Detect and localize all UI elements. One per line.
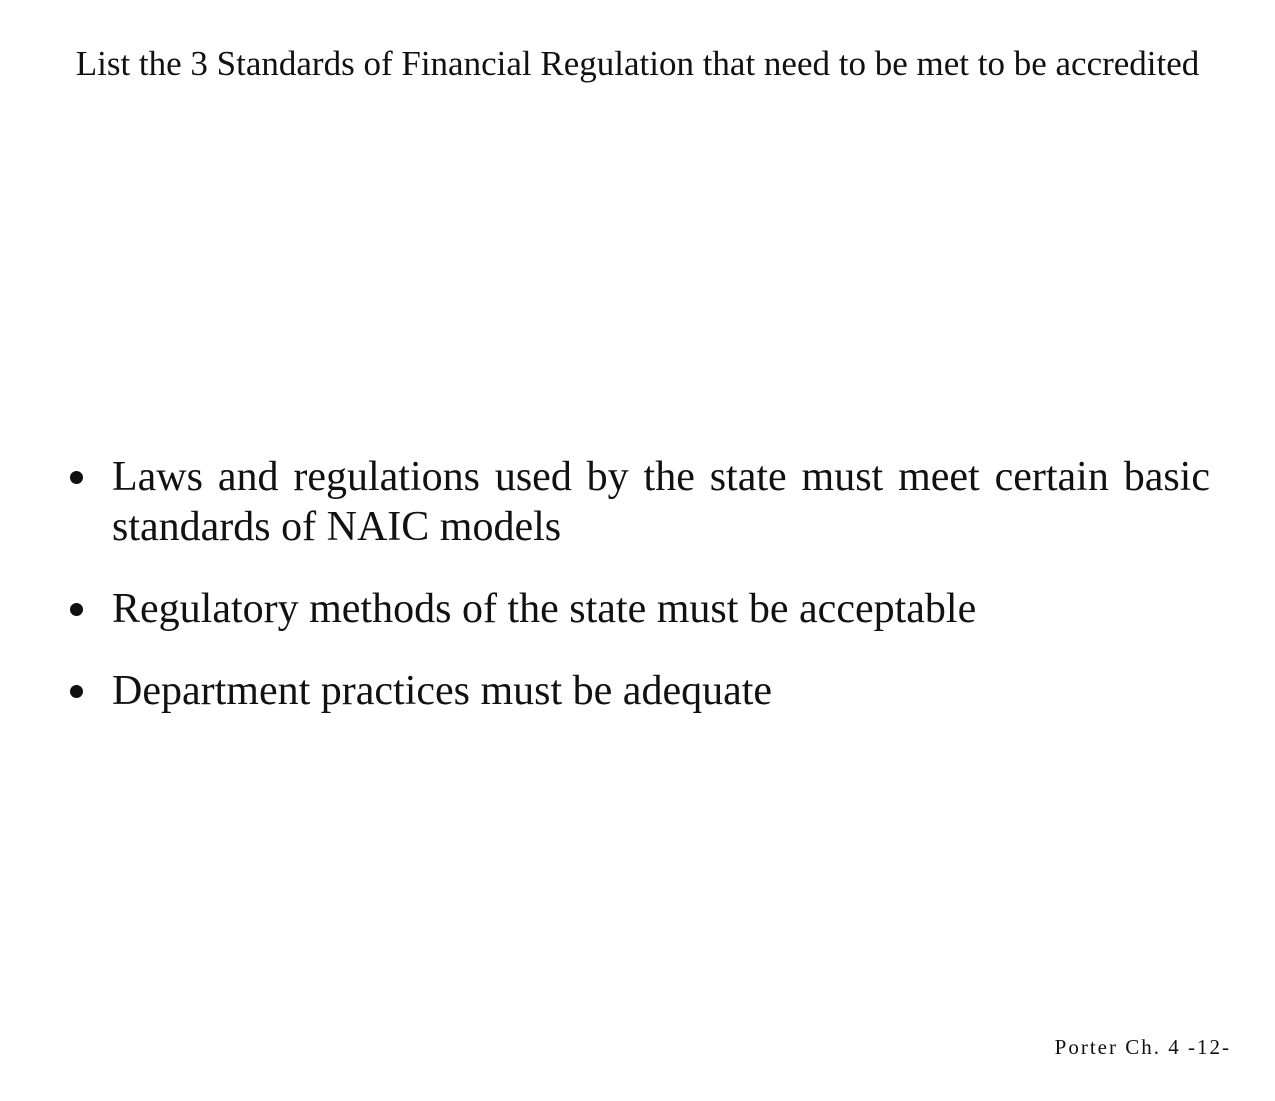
bullet-icon xyxy=(70,603,83,616)
answer-text: Regulatory methods of the state must be acceptable xyxy=(112,586,977,632)
answer-text: Department practices must be adequate xyxy=(112,668,773,714)
bullet-icon xyxy=(70,471,83,484)
list-item xyxy=(70,584,1210,634)
answer-text: Laws and regulations used by the state must meet certain basic standards of NAIC models xyxy=(112,454,1210,550)
list-item xyxy=(70,452,1210,552)
page-footer: Porter Ch. 4 -12- xyxy=(1054,1035,1231,1059)
bullet-icon xyxy=(70,685,83,698)
answer-list xyxy=(70,452,1210,748)
question-heading: List the 3 Standards of Financial Regulation that need to be met to be accredited xyxy=(75,44,1200,83)
list-item xyxy=(70,666,1210,716)
